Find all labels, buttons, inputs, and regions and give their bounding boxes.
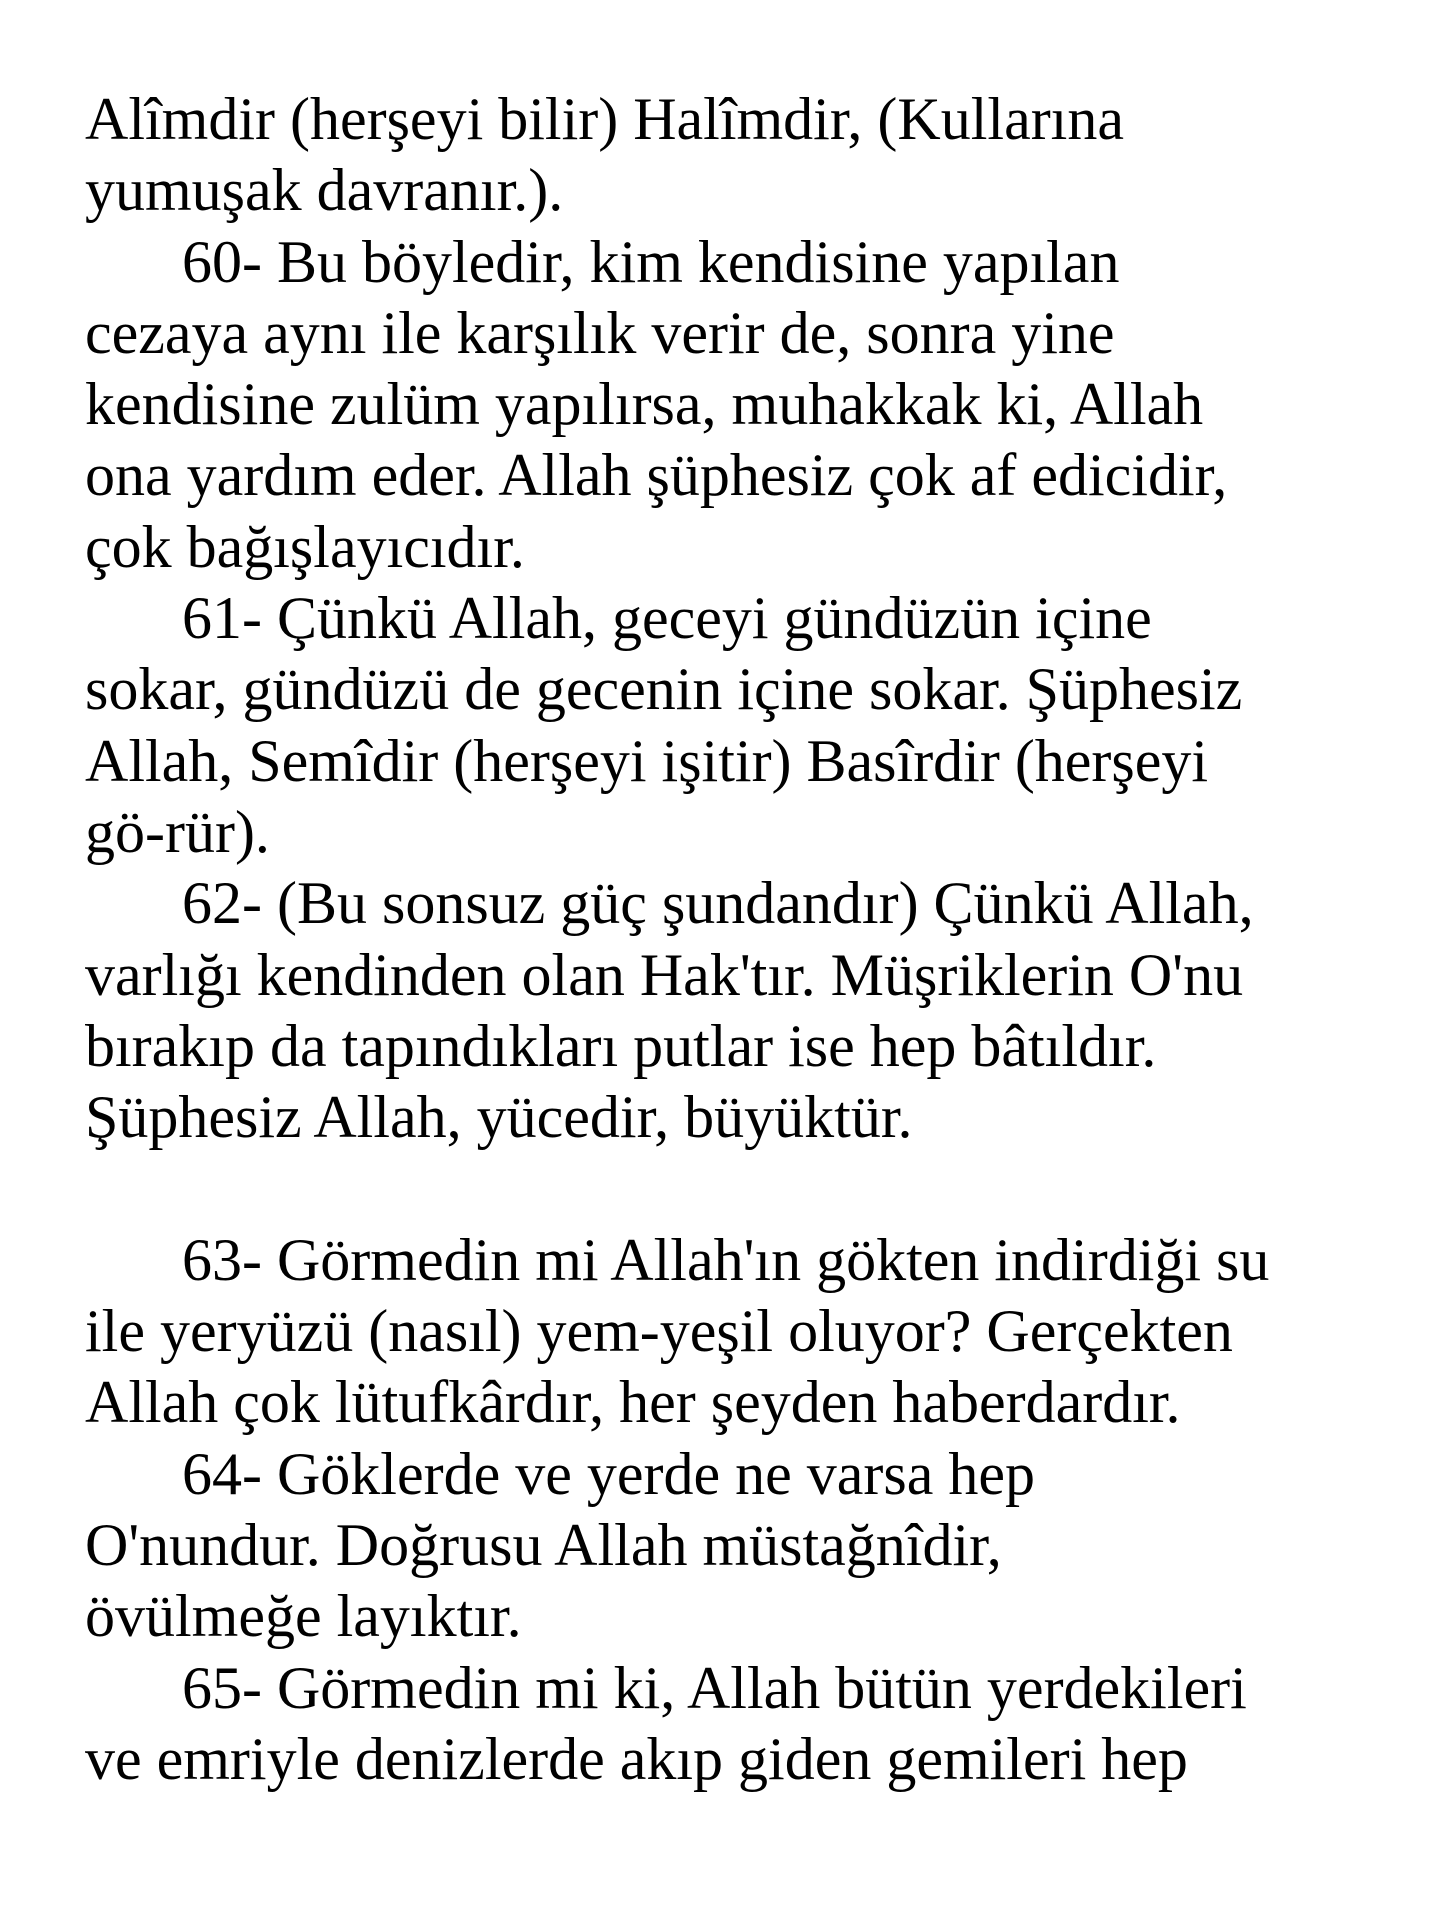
text-line: Allah çok lütufkârdır, her şeyden haberdardır. bbox=[85, 1369, 1181, 1436]
text-line: bırakıp da tapındıkları putlar ise hep bâtıldır. bbox=[85, 1012, 1157, 1079]
text-line: Şüphesiz Allah, yücedir, büyüktür. bbox=[85, 1084, 913, 1151]
document-page bbox=[85, 84, 1385, 1795]
text-line: sokar, gündüzü de gecenin içine sokar. Şüphesiz bbox=[85, 656, 1243, 723]
verse-60-start: 60- Bu böyledir, kim kendisine yapılan bbox=[182, 228, 1120, 295]
text-line: varlığı kendinden olan Hak'tır. Müşriklerin O'nu bbox=[85, 941, 1244, 1008]
verse-63-start: 63- Görmedin mi Allah'ın gökten indirdiği su bbox=[182, 1226, 1270, 1293]
verse-65-start: 65- Görmedin mi ki, Allah bütün yerdekileri bbox=[182, 1654, 1247, 1721]
paragraph-gap bbox=[85, 1153, 1385, 1224]
text-line: kendisine zulüm yapılırsa, muhakkak ki, Allah bbox=[85, 371, 1204, 438]
text-line: cezaya aynı ile karşılık verir de, sonra yine bbox=[85, 299, 1115, 366]
verse-62-start: 62- (Bu sonsuz güç şundandır) Çünkü Allah, bbox=[182, 870, 1254, 937]
text-line: çok bağışlayıcıdır. bbox=[85, 513, 525, 580]
text-line: ile yeryüzü (nasıl) yem-yeşil oluyor? Gerçekten bbox=[85, 1298, 1233, 1365]
text-line: ve emriyle denizlerde akıp giden gemileri hep bbox=[85, 1725, 1188, 1792]
text-line: yumuşak davranır.). bbox=[85, 157, 564, 224]
text-line: O'nundur. Doğrusu Allah müstağnîdir, bbox=[85, 1511, 1002, 1578]
text-line: ona yardım eder. Allah şüphesiz çok af edicidir, bbox=[85, 442, 1228, 509]
text-line: Alîmdir (herşeyi bilir) Halîmdir, (Kullarına bbox=[85, 86, 1124, 152]
text-line: Allah, Semîdir (herşeyi işitir) Basîrdir (herşeyi bbox=[85, 727, 1209, 794]
text-line: gö-rür). bbox=[85, 798, 270, 865]
verse-61-start: 61- Çünkü Allah, geceyi gündüzün içine bbox=[182, 585, 1152, 652]
text-line: övülmeğe layıktır. bbox=[85, 1583, 522, 1650]
verse-64-start: 64- Göklerde ve yerde ne varsa hep bbox=[182, 1440, 1035, 1507]
